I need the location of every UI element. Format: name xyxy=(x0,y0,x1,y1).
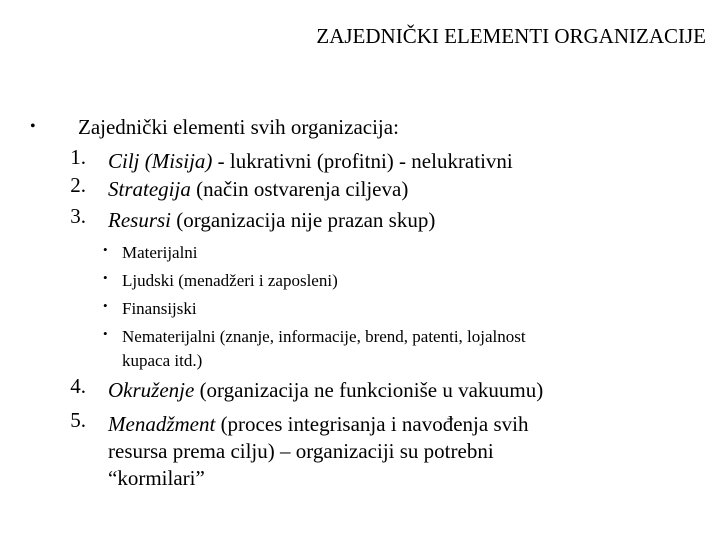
item-term: Cilj (Misija) xyxy=(108,149,213,173)
resource-text: Ljudski (menadžeri i zaposleni) xyxy=(122,271,338,290)
item-rest: - lukrativni (profitni) - nelukrativni xyxy=(212,149,513,173)
resource-text: Materijalni xyxy=(122,243,198,262)
list-number: 4. xyxy=(70,374,86,398)
list-text-continued: “kormilari” xyxy=(108,466,205,490)
sub-bullet: • xyxy=(103,298,108,313)
sub-bullet: • xyxy=(103,242,108,257)
resource-text: Finansijski xyxy=(122,299,197,318)
resource-text-continued: kupaca itd.) xyxy=(122,351,203,370)
list-number: 3. xyxy=(70,204,86,228)
resource-text: Nematerijalni (znanje, informacije, brend, patenti, lojalnost xyxy=(122,327,526,346)
item-rest: (proces integrisanja i navođenja svih xyxy=(215,412,529,436)
item-rest: (organizacija nije prazan skup) xyxy=(171,208,436,232)
item-term: Resursi xyxy=(108,208,171,232)
item-term: Menadžment xyxy=(108,412,216,436)
item-term: Strategija xyxy=(108,177,191,201)
list-number: 2. xyxy=(70,173,86,197)
intro-text: Zajednički elementi svih organizacija: xyxy=(78,115,399,139)
list-number: 1. xyxy=(70,145,86,169)
item-rest: (način ostvarenja ciljeva) xyxy=(190,177,409,201)
sub-bullet: • xyxy=(103,270,108,285)
main-bullet: • xyxy=(30,118,36,135)
list-text xyxy=(108,374,543,406)
list-text xyxy=(108,173,408,205)
item-rest: (organizacija ne funkcioniše u vakuumu) xyxy=(194,378,544,402)
sub-bullet: • xyxy=(103,326,108,341)
slide-title: ZAJEDNIČKI ELEMENTI ORGANIZACIJE xyxy=(316,24,706,48)
list-text xyxy=(108,204,435,236)
item-term: Okruženje xyxy=(108,378,195,402)
list-number: 5. xyxy=(70,408,86,432)
list-text-continued: resursa prema cilju) – organizaciji su potrebni xyxy=(108,439,494,463)
